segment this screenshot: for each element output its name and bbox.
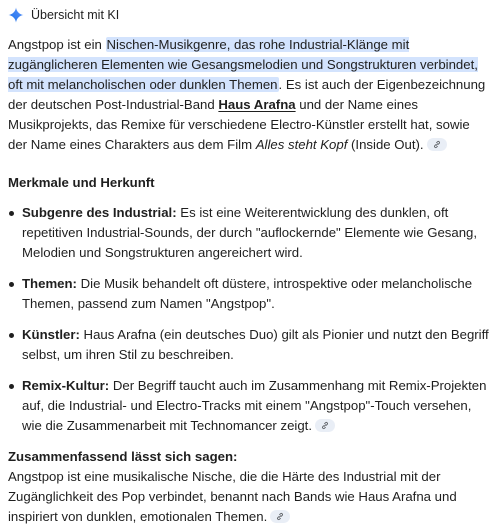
link-icon <box>320 421 330 430</box>
band-link[interactable]: Haus Arafna <box>218 97 296 112</box>
list-item-text: Der Begriff taucht auch im Zusammenhang mit Remix-Projekten auf, die Industrial- und Electro-Tracks mit einem "Angstpop"-Touch versehen, wie die Zusammenarbeit mit Technomancer zeigt. <box>22 378 487 433</box>
intro-text-4: (Inside Out). <box>347 137 424 152</box>
list-item <box>8 376 492 436</box>
summary-text: Angstpop ist eine musikalische Nische, die die Härte des Industrial mit der Zugänglichkeit des Pop verbindet, benannt nach Bands wie Haus Arafna und inspiriert von dunklen, emotionalen Themen. <box>8 469 457 524</box>
summary-heading: Zusammenfassend lässt sich sagen: <box>8 449 238 464</box>
section-heading: Merkmale und Herkunft <box>8 175 155 190</box>
list-item-label: Subgenre des Industrial: <box>22 205 177 220</box>
link-icon <box>275 512 285 521</box>
source-link-button[interactable] <box>315 419 335 432</box>
list-item <box>8 203 492 263</box>
ai-overview-title: Übersicht mit KI <box>31 8 120 22</box>
ai-overview-header <box>7 4 492 26</box>
list-item-text: Es ist eine Weiterentwicklung des dunklen, oft repetitiven Industrial-Sounds, der durch "auflockernde" Elemente wie Gesang, Melodien und Songstrukturen angereichert wird. <box>22 205 478 260</box>
source-link-button[interactable] <box>427 138 447 151</box>
intro-text-2: . Es ist auch der Eigenbezeichnung der deutschen Post-Industrial-Band <box>8 77 486 112</box>
film-title: Alles steht Kopf <box>255 137 348 152</box>
intro-text-1: Angstpop ist ein <box>8 37 106 52</box>
list-item-label: Künstler: <box>22 327 80 342</box>
list-item-label: Themen: <box>22 276 77 291</box>
list-item <box>8 325 492 365</box>
list-item <box>8 274 492 314</box>
gemini-spark-icon <box>7 6 25 24</box>
link-icon <box>432 140 442 149</box>
list-item-text: Die Musik behandelt oft düstere, introspektive oder melancholische Themen, passend zum Namen "Angstpop". <box>22 276 473 311</box>
intro-highlight: Nischen-Musikgenre, das rohe Industrial-Klänge mit zugänglicheren Elementen wie Gesangsmelodien und Songstrukturen verbindet, oft mit melancholischen oder dunklen Themen <box>8 37 478 92</box>
feature-list <box>8 203 492 436</box>
source-link-button[interactable] <box>270 510 290 523</box>
intro-text-3: und der Name eines Musikprojekts, das Remixe für verschiedene Electro-Künstler erstellt hat, sowie der Name eines Charakters aus dem Film <box>8 97 470 152</box>
summary-paragraph <box>8 467 492 527</box>
list-item-text: Haus Arafna (ein deutsches Duo) gilt als Pionier und nutzt den Begriff selbst, um ihren Stil zu beschreiben. <box>22 327 489 362</box>
list-item-label: Remix-Kultur: <box>22 378 110 393</box>
intro-paragraph <box>8 35 492 155</box>
